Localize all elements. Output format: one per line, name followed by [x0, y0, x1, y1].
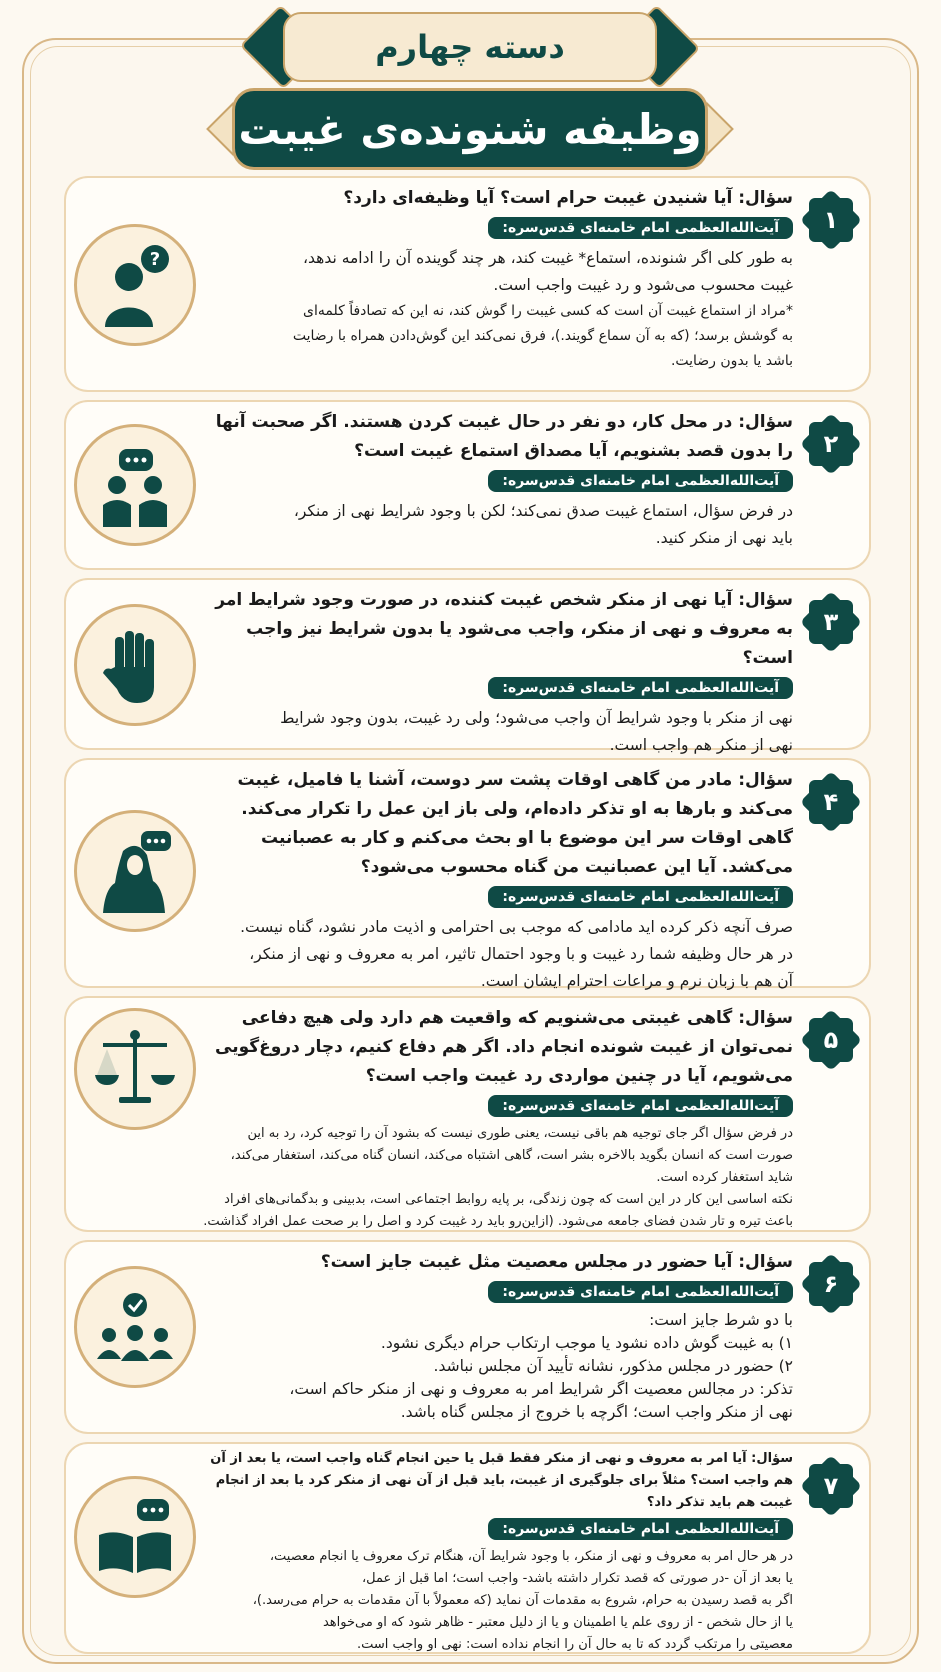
answer-line: نهی از منکر هم واجب است.: [609, 736, 793, 754]
group-check-icon: [74, 1266, 196, 1388]
number-badge-4: ۴: [803, 774, 859, 830]
authority-badge: آیت‌الله‌العظمی امام خامنه‌ای قدس‌سره:: [488, 1095, 793, 1117]
answer-line: ۲) حضور در مجلس مذکور، نشانه تأیید آن مجلس نباشد.: [433, 1357, 793, 1375]
question-text: سؤال: در محل کار، دو نفر در حال غیبت کردن هستند. اگر صحبت آنها را بدون قصد بشنویم، آیا مصداق استماع غیبت است؟: [215, 412, 793, 461]
answer-line: صرف آنچه ذکر کرده اید مادامی که موجب بی احترامی و اذیت مادر نشود، گناه نیست.: [240, 918, 793, 936]
qa-card-7: [64, 1442, 871, 1654]
answer-line: تذکر: در مجالس معصیت اگر شرایط امر به معروف و نهی از منکر حاکم است،: [289, 1380, 793, 1398]
book-speech-icon: [74, 1476, 196, 1598]
number-badge-1: ۱: [803, 192, 859, 248]
answer-line: ۱) به غیبت گوش داده نشود یا موجب ارتکاب حرام دیگری نشود.: [380, 1334, 793, 1352]
question-text: سؤال: آیا امر به معروف و نهی از منکر فقط قبل یا حین انجام گناه واجب است، یا بعد از آن هم واجب است؟ مثلاً برای جلوگیری از غیبت، باید قبل از آن نهی از منکر کرد یا بعد از انجام غیبت هم باید تذکر داد؟: [210, 1451, 793, 1510]
answer-line: *مراد از استماع غیبت آن است که کسی غیبت را گوش کند، نه این که تصادفاً کلمه‌ای: [303, 303, 793, 319]
stop-hand-icon: [74, 604, 196, 726]
authority-badge: آیت‌الله‌العظمی امام خامنه‌ای قدس‌سره:: [488, 1281, 793, 1303]
qa-card-3: [64, 578, 871, 754]
question-text: سؤال: آیا حضور در مجلس معصیت مثل غیبت جایز است؟: [320, 1252, 793, 1272]
answer-line: با دو شرط جایز است:: [649, 1311, 793, 1329]
answer-line: نهی از منکر با وجود شرایط آن واجب می‌شود؛ ولی رد غیبت، بدون وجود شرایط: [280, 709, 793, 727]
answer-line: در هر حال امر به معروف و نهی از منکر، با وجود شرایط آن، هنگام ترک معروف یا انجام معصیت،: [269, 1549, 793, 1564]
answer-line: به گوشش برسد؛ (که به آن سماع گویند.)، فرق نمی‌کند این گوش‌دادن همراه با رضایت: [292, 328, 793, 344]
answer-line: یا بعد از آن -در صورتی که قصد تکرار داشته باشد- واجب است؛ اما قبل از عمل،: [361, 1571, 793, 1586]
qa-content-6: [203, 1248, 793, 1424]
page-title: وظیفه شنونده‌ی غیبت: [238, 104, 702, 154]
title-ribbon: [214, 88, 726, 170]
answer-line: نکته اساسی این کار در این است که چون زندگی، بر پایه روابط اجتماعی است، بدبینی و بدگمانی‌های افراد: [224, 1192, 793, 1207]
authority-badge: آیت‌الله‌العظمی امام خامنه‌ای قدس‌سره:: [488, 217, 793, 239]
number-badge-7: ۷: [803, 1458, 859, 1514]
qa-content-7: [193, 1448, 793, 1656]
qa-card-4: [64, 758, 871, 988]
answer-line: در فرض سؤال، استماع غیبت صدق نمی‌کند؛ لکن با وجود شرایط نهی از منکر،: [293, 502, 793, 520]
question-text: سؤال: آیا نهی از منکر شخص غیبت کننده، در صورت وجود شرایط امر به معروف و نهی از منکر، واجب می‌شود یا بدون شرایط نیز واجب است؟: [215, 590, 793, 668]
authority-badge: آیت‌الله‌العظمی امام خامنه‌ای قدس‌سره:: [488, 1518, 793, 1540]
qa-content-5: [193, 1004, 793, 1233]
answer-line: معصیتی را مرتکب گردد که تا به حال آن را انجام نداده است: نهی او واجب است.: [356, 1637, 793, 1652]
answer-line: صورت است که انسان بگوید بالاخره بشر است، گاهی اشتباه می‌کند، انسان گناه می‌کند، استغفار می‌کند،: [230, 1148, 793, 1163]
authority-badge: آیت‌الله‌العظمی امام خامنه‌ای قدس‌سره:: [488, 470, 793, 492]
answer-line: نهی از منکر واجب است؛ اگرچه با خروج از مجلس گناه باشد.: [400, 1403, 793, 1421]
qa-card-2: [64, 400, 871, 570]
qa-card-1: [64, 176, 871, 392]
category-ribbon: [245, 10, 695, 84]
category-label: دسته چهارم: [375, 28, 565, 66]
answer-line: به طور کلی اگر شنونده، استماع* غیبت کند، هر چند گوینده آن را ادامه ندهد،: [303, 249, 793, 267]
question-text: سؤال: آیا شنیدن غیبت حرام است؟ آیا وظیفه‌ای دارد؟: [343, 188, 793, 208]
authority-badge: آیت‌الله‌العظمی امام خامنه‌ای قدس‌سره:: [488, 677, 793, 699]
answer-line: غیبت محسوب می‌شود و رد غیبت واجب است.: [493, 276, 793, 294]
answer-line: باید نهی از منکر کنید.: [655, 529, 793, 547]
answer-line: باشد یا بدون رضایت.: [670, 353, 793, 369]
person-question-icon: [74, 224, 196, 346]
category-plate: [283, 12, 657, 82]
answer-line: شاید استغفار کرده است.: [656, 1170, 793, 1185]
qa-card-5: [64, 996, 871, 1232]
woman-speech-icon: [74, 810, 196, 932]
number-badge-6: ۶: [803, 1256, 859, 1312]
answer-line: باعث تیره و تار شدن فضای جامعه می‌شود. (ازاین‌رو باید رد غیبت کرد و اصل را بر صحت عمل افراد گذاشت.: [203, 1214, 793, 1229]
answer-line: در فرض سؤال اگر جای توجیه هم باقی نیست، یعنی طوری نیست که بشود آن را توجیه کرد، رد به این: [247, 1126, 793, 1141]
balance-scale-icon: [74, 1008, 196, 1130]
svg-text:?: ?: [149, 249, 161, 270]
question-text: سؤال: مادر من گاهی اوقات پشت سر دوست، آشنا یا فامیل، غیبت می‌کند و بارها به او تذکر داده‌ام، ولی باز این عمل را تکرار می‌کند. گاهی اوقات سر این موضوع با او بحث می‌کنم و کار به عصبانیت می‌کشد. آیا این عصبانیت من گناه محسوب می‌شود؟: [237, 770, 793, 877]
title-plate: [232, 88, 708, 170]
qa-content-4: [203, 766, 793, 995]
qa-content-1: [203, 184, 793, 374]
answer-line: اگر به قصد رسیدن به حرام، شروع به مقدمات آن نماید (که معمولاً با آن مقدمات به حرام می‌رسد.)،: [252, 1593, 793, 1608]
question-text: سؤال: گاهی غیبتی می‌شنویم که واقعیت هم دارد ولی هیچ دفاعی نمی‌توان از غیبت شونده انجام داد. اگر هم دفاع کنیم، دچار دروغ‌گویی می‌شویم، آیا در چنین مواردی رد غیبت واجب است؟: [215, 1008, 793, 1086]
qa-card-6: [64, 1240, 871, 1434]
number-badge-2: ۲: [803, 416, 859, 472]
number-badge-3: ۳: [803, 594, 859, 650]
qa-content-2: [203, 408, 793, 552]
answer-line: آن هم با زبان نرم و مراعات احترام ایشان است.: [480, 972, 793, 990]
qa-content-3: [203, 586, 793, 759]
two-people-chat-icon: [74, 424, 196, 546]
answer-line: یا از حال شخص - از روی علم یا اطمینان و یا از دلیل معتبر - ظاهر شود که او می‌خواهد: [322, 1615, 793, 1630]
number-badge-5: ۵: [803, 1012, 859, 1068]
answer-line: در هر حال وظیفه شما رد غیبت و با وجود احتمال تاثیر، امر به معروف و نهی از منکر،: [249, 945, 793, 963]
authority-badge: آیت‌الله‌العظمی امام خامنه‌ای قدس‌سره:: [488, 886, 793, 908]
